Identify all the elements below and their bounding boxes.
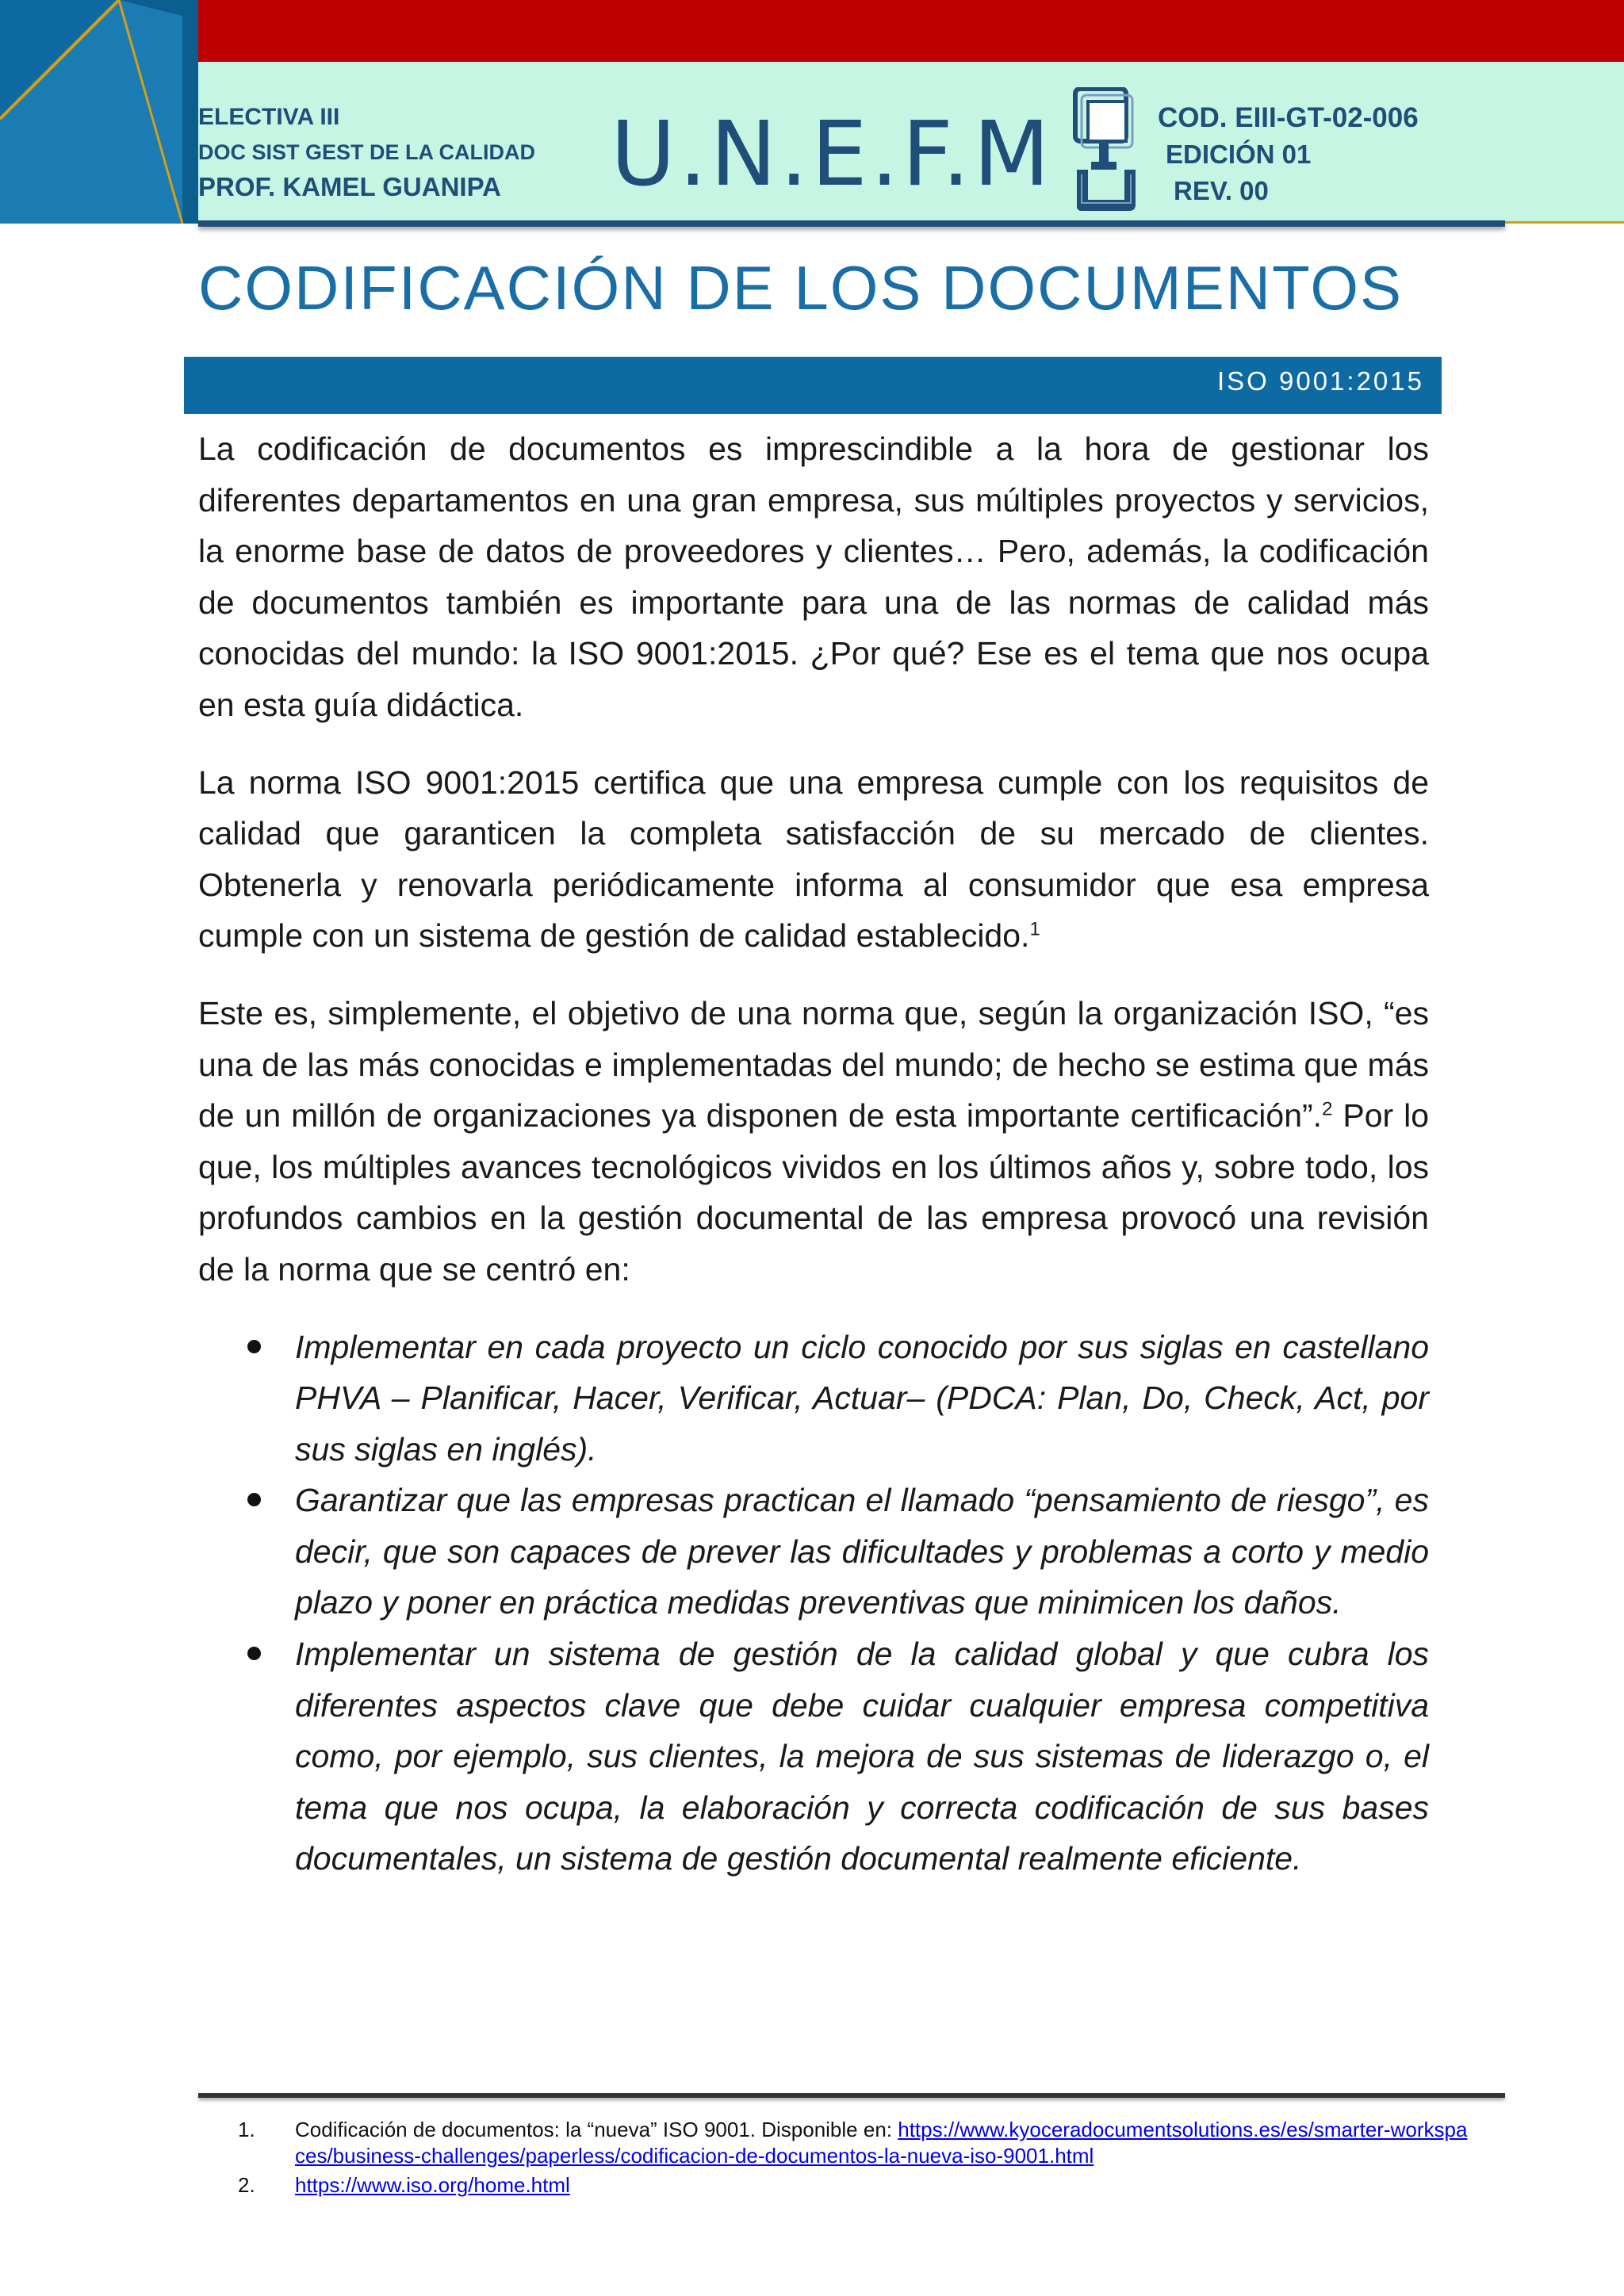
footnote-text: Codificación de documentos: la “nueva” ISO 9001. Disponible en: [295,2118,898,2141]
header-document-control [1158,100,1419,209]
document-edition: EDICIÓN 01 [1166,140,1312,169]
footnote-number: 2. [238,2173,255,2197]
iso-banner [184,357,1442,414]
header-corner-decoration [0,0,198,224]
footnote-ref-1[interactable]: 1 [1029,918,1040,940]
footnote-divider [198,2093,1505,2098]
university-emblem-icon [1072,87,1142,214]
document-code: COD. EIII-GT-02-006 [1158,102,1419,133]
bullet-icon [247,1493,261,1506]
list-item: Implementar en cada proyecto un ciclo conocido por sus siglas en castellano PHVA – Planificar, Hacer, Verificar, Actuar– (PDCA: Plan, Do, Check, Act, por sus siglas en inglés). [198,1322,1429,1475]
header-top-band [0,0,1624,62]
professor-name: PROF. KAMEL GUANIPA [198,172,501,201]
university-logo-text: U.N.E.F.M [611,103,1053,206]
page-title: CODIFICACIÓN DE LOS DOCUMENTOS [198,253,1404,323]
bullet-icon [247,1647,261,1660]
paragraph-3: Este es, simplemente, el objetivo de una norma que, según la organización ISO, “es una de las más conocidas e implementadas del mundo; de hecho se estima que más de un millón de organizaciones ya disponen de esta importante certificación”.$^2$ Por lo que, los múltiples avances tecnológicos vividos en los últimos años y, sobre todo, los profundos cambios en la gestión documental de las empresa provocó una revisión de la norma que se centró en: [198,994,1429,1288]
document-body [198,423,1429,1885]
paragraph-2: La norma ISO 9001:2015 certifica que una empresa cumple con los requisitos de calidad que garanticen la completa satisfacción de su mercado de clientes. Obtenerla y renovarla periódicamente informa al consumidor que esa empresa cumple con un sistema de gestión de calidad establecido.$^1$ [198,763,1429,955]
list-item: Garantizar que las empresas practican el llamado “pensamiento de riesgo”, es decir, que son capaces de prever las dificultades y problemas a corto y medio plazo y poner en práctica medidas preventivas que minimicen los daños. [198,1475,1429,1628]
document-revision: REV. 00 [1174,176,1269,205]
list-item: Implementar un sistema de gestión de la calidad global y que cubra los diferentes aspectos clave que debe cuidar cualquier empresa competitiva como, por ejemplo, sus clientes, la mejora de sus sistemas de liderazgo o, el tema que nos ocupa, la elaboración y correcta codificación de sus bases documentales, un sistema de gestión documental realmente eficiente. [198,1628,1429,1885]
footnote-2 [238,2172,1475,2198]
header-divider [198,220,1505,227]
iso-label: ISO 9001:2015 [1216,366,1424,396]
bullet-icon [247,1340,261,1353]
paragraph-1: La codificación de documentos es imprescindible a la hora de gestionar los diferentes departamentos en una gran empresa, sus múltiples proyectos y servicios, la enorme base de datos de proveedores y clientes… Pero, además, la codificación de documentos también es importante para una de las normas de calidad más conocidas del mundo: la ISO 9001:2015. ¿Por qué? Ese es el tema que nos ocupa en esta guía didáctica. [198,430,1429,723]
footnote-ref-2[interactable]: 2 [1322,1098,1333,1120]
footnote-link[interactable]: https://www.kyoceradocumentsolutions.es/es/smarter-workspaces/business-challenges/paperless/codificacion-de-documentos-la-nueva-iso-9001.html [295,2118,1468,2168]
bullet-list [198,1322,1429,1885]
course-subject: DOC SIST GEST DE LA CALIDAD [198,140,536,164]
header-course-info [198,100,535,205]
footnote-link[interactable]: https://www.iso.org/home.html [295,2173,570,2197]
footnotes [238,2117,1475,2202]
footnote-number: 1. [238,2118,255,2141]
footnote-1 [238,2117,1475,2169]
course-name: ELECTIVA III [198,104,340,130]
